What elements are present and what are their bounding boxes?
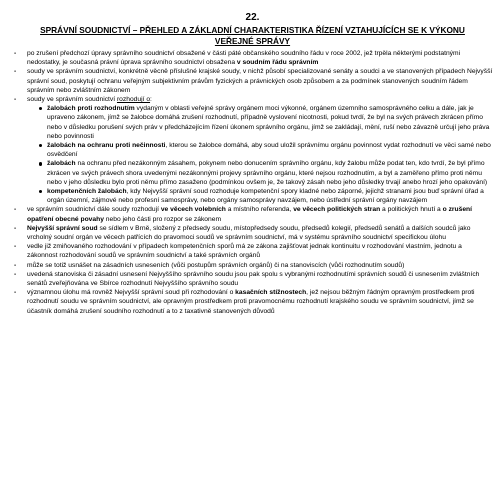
sub-list-item: žalobách na ochranu proti nečinnosti, kterou se žalobce domáhá, aby soud uložil správnímu orgánu povinnost vydat rozhodnutí ve věci samé nebo osvědčení — [39, 141, 494, 159]
bullet-marker: - — [14, 96, 17, 104]
bullet-dot-icon — [39, 144, 42, 147]
emphasis: kompetenčních žalobách — [47, 188, 127, 196]
emphasis: žalobách na ochranu proti nečinnosti — [47, 142, 166, 150]
emphasis: kasačních stížnostech — [235, 289, 307, 297]
bullet-marker: - — [14, 261, 17, 269]
emphasis: v soudním řádu správním — [236, 59, 319, 67]
list-item: - soudy ve správním soudnictví rozhodují o: žalobách proti rozhodnutím vydaným v oblasti veřejné správy orgánem moci výkonné, orgánem územního samosprávného celku a dále, jak je upraveno zákonem, jímž se žalobce domáhá zrušení rozhodnutí, případně vyslovení nicotnosti, pokud tvrdí, že byl na svých právech zkrácen přímo nebo v důsledku porušení svých práv v předcházejícím řízení úkonem správního orgánu, jímž se zakládají, mění, ruší nebo závazně určují jeho práva nebo povinnosti žalobách na ochranu proti nečinnosti, kterou se žalobce domáhá, aby soud uložil správnímu orgánu povinnost vydat rozhodnutí ve věci samé nebo osvědčení žalobách na ochranu před nezákonným zásahem, pokynem nebo donucením správního orgánu, kdy žalobu může podat ten, kdo tvrdí, že byl přímo zkrácen ve svých právech shora uvedenými nezákonnými projevy správního orgánu, které nejsou rozhodnutím, a byl a zaměřeno přímo proti němu nebo v jeho důsledku bylo proti němu přímo zasaženo (podmínkou ovšem je, že takový zásah nebo jeho důsledky trvají anebo hrozí jeho opakování) kompetenčních žalobách, kdy Nejvyšší správní soud rozhoduje kompetenční spory kladné nebo záporné, jejichž stranami jsou buď správní úřad a orgán územní, zájmové nebo profesní samosprávy, nebo orgány samosprávy navzájem, nebo ústřední správní orgány navzájem — [11, 95, 494, 205]
emphasis: žalobách — [47, 160, 76, 168]
emphasis: žalobách proti rozhodnutím — [47, 105, 135, 113]
list-item: - uvedená stanoviska či zásadní usnesení Nejvyššího správního soudu jsou pak spolu s vybranými rozhodnutími správních soudů či usnesením zvláštních senátů zveřejňována ve Sbírce rozhodnutí Nejvyššího správního soudu — [14, 270, 480, 288]
underlined-phrase: rozhodují o — [116, 96, 151, 104]
list-item: - soudy ve správním soudnictví, konkrétně věcně příslušné krajské soudy, v nichž působí specializované senáty a soudci a ve stanovených případech Nejvyšší správní soud, poskytují ochranu veřejným subjektivním právům fyzických a právnických osob způsobem a za podmínek stanovených soudním řádem správním nebo zvláštním zákonem — [14, 68, 493, 94]
bullet-marker: - — [14, 270, 17, 278]
list-item: - významnou úlohu má rovněž Nejvyšší správní soud při rozhodování o kasačních stížnostech, jež nejsou běžným řádným opravným prostředkem proti rozhodnutí soudu ve správním soudnictví, ale opravným prostředkem proti pravomocnému rozhodnutí krajského soudu ve správním soudnictví, jímž se účastník domáhá zrušení soudního rozhodnutí a to z taxativně stanovených důvodů — [14, 289, 475, 315]
bullet-marker: - — [14, 243, 17, 251]
sub-list-item: kompetenčních žalobách, kdy Nejvyšší správní soud rozhoduje kompetenční spory kladné nebo záporné, jejichž stranami jsou buď správní úřad a orgán územní, zájmové nebo profesní samosprávy, nebo orgány samosprávy navzájem, nebo ústřední správní orgány navzájem — [39, 187, 494, 205]
list-item: - vedle již zmiňovaného rozhodování v případech kompetenčních sporů má ze zákona zajišťovat jednak kontinuitu v rozhodování vlastním, jednotu a zákonnost rozhodování soudů ve správním soudnictví a také správních orgánů — [14, 243, 462, 260]
bullet-dot-icon — [39, 162, 42, 165]
section-number: 22. — [245, 12, 260, 23]
list-item: - ve správním soudnictví dále soudy rozhodují ve věcech volebních a místního referenda, ve věcech politických stran a politických hnutí a o zrušení opatření obecné povahy nebo jeho části pro rozpor se zákonem — [14, 206, 472, 223]
bullet-marker: - — [14, 206, 17, 214]
sub-list-item: žalobách proti rozhodnutím vydaným v oblasti veřejné správy orgánem moci výkonné, orgánem územního samosprávného celku a dále, jak je upraveno zákonem, jímž se žalobce domáhá zrušení rozhodnutí, případně vyslovení nicotnosti, pokud tvrdí, že byl na svých právech zkrácen přímo nebo v důsledku porušení svých práv v předcházejícím řízení úkonem správního orgánu, jímž se zakládají, mění, ruší nebo závazně určují jeho práva nebo povinnosti — [39, 104, 494, 141]
list-item: - může se totiž usnášet na zásadních usneseních (vůči postupům správních orgánů) či na stanoviscích (vůči rozhodnutím soudů) — [14, 261, 405, 269]
bullet-marker: - — [14, 68, 17, 76]
sub-list-item: žalobách na ochranu před nezákonným zásahem, pokynem nebo donucením správního orgánu, kdy žalobu může podat ten, kdo tvrdí, že byl přímo zkrácen ve svých právech shora uvedenými nezákonnými projevy správního orgánu, které nejsou rozhodnutím, a byl a zaměřeno přímo proti němu nebo v jeho důsledku bylo proti němu přímo zasaženo (podmínkou ovšem je, že takový zásah nebo jeho důsledky trvají anebo hrozí jeho opakování) — [39, 159, 494, 187]
list-item: - po zrušení předchozí úpravy správního soudnictví obsažené v části páté občanského soudního řádu v roce 2002, jež trpěla některými podstatnými nedostatky, je současná právní úprava správního soudnictví obsažena v soudním řádu správním — [14, 50, 461, 67]
bullet-marker: - — [14, 289, 17, 297]
bullet-dot-icon — [39, 107, 42, 110]
list-item: - Nejvyšší správní soud se sídlem v Brně, složený z předsedy soudu, místopředsedy soudu, předsedů kolegií, předsedů senátů a dalších soudců jako vrcholný soudní orgán ve věcech patřících do pravomoci soudů ve správním soudnictví, má v systému správního soudnictví specifickou úlohu — [14, 224, 471, 242]
emphasis: ve věcech politických stran — [293, 206, 381, 214]
emphasis: ve věcech volebních — [160, 206, 226, 214]
bullet-dot-icon — [39, 190, 42, 193]
bullet-marker: - — [14, 224, 17, 232]
sub-list — [27, 104, 494, 205]
section-title: SPRÁVNÍ SOUDNICTVÍ – PŘEHLED A ZÁKLADNÍ CHARAKTERISTIKA ŘÍZENÍ VZTAHUJÍCÍCH SE K VÝKONU VEŘEJNÉ SPRÁVY — [40, 25, 465, 46]
bullet-marker: - — [14, 50, 17, 57]
emphasis: Nejvyšší správní soud — [27, 224, 98, 232]
emphasis: o zrušení opatření obecné povahy — [27, 206, 472, 223]
bullet-list — [11, 49, 494, 316]
